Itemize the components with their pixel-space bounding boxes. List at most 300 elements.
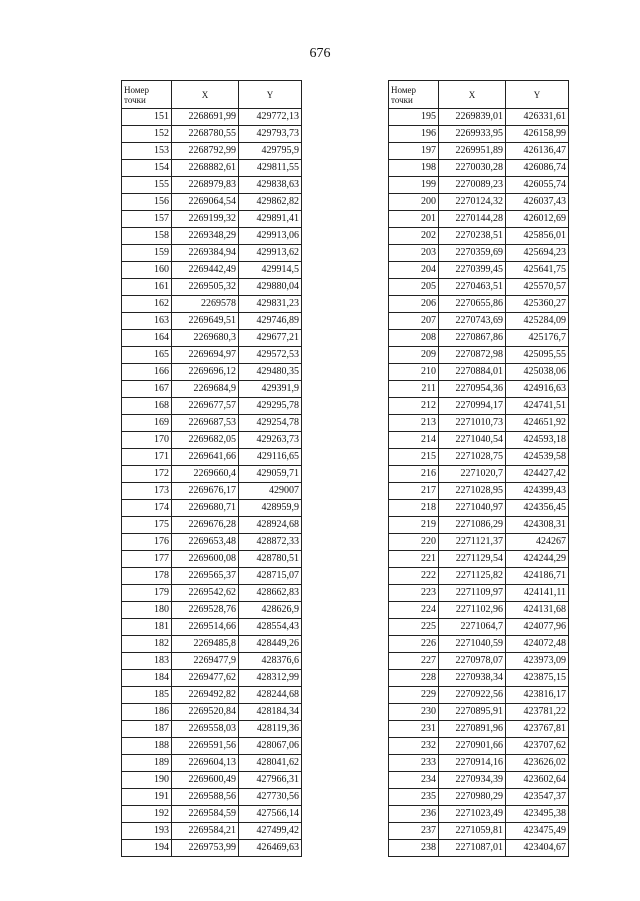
x-coordinate-cell: 2271059,81 [439, 823, 506, 840]
y-coordinate-cell: 429746,89 [239, 313, 302, 330]
x-coordinate-cell: 2269477,62 [172, 670, 239, 687]
point-number-cell: 171 [122, 449, 172, 466]
table-body-left [122, 109, 302, 857]
table-row [389, 381, 569, 398]
y-coordinate-cell: 425360,27 [506, 296, 569, 313]
table-row [122, 143, 302, 160]
y-coordinate-cell: 426136,47 [506, 143, 569, 160]
x-coordinate-cell: 2270872,98 [439, 347, 506, 364]
point-number-cell: 168 [122, 398, 172, 415]
y-coordinate-cell: 429891,41 [239, 211, 302, 228]
x-coordinate-cell: 2269653,48 [172, 534, 239, 551]
table-row [389, 347, 569, 364]
y-coordinate-cell: 429862,82 [239, 194, 302, 211]
point-number-cell: 174 [122, 500, 172, 517]
table-row [122, 653, 302, 670]
x-coordinate-cell: 2271040,97 [439, 500, 506, 517]
point-number-cell: 157 [122, 211, 172, 228]
y-coordinate-cell: 425856,01 [506, 228, 569, 245]
table-row [389, 364, 569, 381]
y-coordinate-cell: 429480,35 [239, 364, 302, 381]
y-coordinate-cell: 425641,75 [506, 262, 569, 279]
table-row [389, 687, 569, 704]
x-coordinate-cell: 2269753,99 [172, 840, 239, 857]
y-coordinate-cell: 425095,55 [506, 347, 569, 364]
point-number-cell: 216 [389, 466, 439, 483]
y-coordinate-cell: 423475,49 [506, 823, 569, 840]
x-coordinate-cell: 2270922,56 [439, 687, 506, 704]
point-number-cell: 219 [389, 517, 439, 534]
point-number-cell: 238 [389, 840, 439, 857]
y-coordinate-cell: 428067,06 [239, 738, 302, 755]
y-coordinate-cell: 429793,73 [239, 126, 302, 143]
table-row [389, 109, 569, 126]
point-number-cell: 182 [122, 636, 172, 653]
table-row [122, 415, 302, 432]
table-row [389, 160, 569, 177]
point-number-cell: 231 [389, 721, 439, 738]
point-number-cell: 224 [389, 602, 439, 619]
x-coordinate-cell: 2270914,16 [439, 755, 506, 772]
table-row [122, 517, 302, 534]
y-coordinate-cell: 424593,18 [506, 432, 569, 449]
table-row [122, 109, 302, 126]
point-number-cell: 209 [389, 347, 439, 364]
y-coordinate-cell: 428041,62 [239, 755, 302, 772]
y-coordinate-cell: 428554,43 [239, 619, 302, 636]
point-number-cell: 230 [389, 704, 439, 721]
x-coordinate-cell: 2271064,7 [439, 619, 506, 636]
point-number-cell: 180 [122, 602, 172, 619]
y-coordinate-cell: 424916,63 [506, 381, 569, 398]
table-row [389, 755, 569, 772]
x-coordinate-cell: 2270359,69 [439, 245, 506, 262]
table-row [389, 534, 569, 551]
point-number-cell: 217 [389, 483, 439, 500]
point-number-cell: 203 [389, 245, 439, 262]
y-coordinate-cell: 429838,63 [239, 177, 302, 194]
y-coordinate-cell: 425284,09 [506, 313, 569, 330]
y-coordinate-cell: 426158,99 [506, 126, 569, 143]
x-coordinate-cell: 2270743,69 [439, 313, 506, 330]
x-coordinate-cell: 2270954,36 [439, 381, 506, 398]
table-row [122, 585, 302, 602]
y-coordinate-cell: 423404,67 [506, 840, 569, 857]
y-coordinate-cell: 429116,65 [239, 449, 302, 466]
point-number-cell: 181 [122, 619, 172, 636]
point-number-cell: 173 [122, 483, 172, 500]
y-coordinate-cell: 428184,34 [239, 704, 302, 721]
table-row [389, 313, 569, 330]
y-coordinate-cell: 427566,14 [239, 806, 302, 823]
point-number-cell: 175 [122, 517, 172, 534]
y-coordinate-cell: 423602,64 [506, 772, 569, 789]
x-coordinate-cell: 2269604,13 [172, 755, 239, 772]
y-coordinate-cell: 423816,17 [506, 687, 569, 704]
y-coordinate-cell: 428780,51 [239, 551, 302, 568]
x-coordinate-cell: 2270238,51 [439, 228, 506, 245]
x-coordinate-cell: 2269528,76 [172, 602, 239, 619]
y-coordinate-cell: 427499,42 [239, 823, 302, 840]
x-coordinate-cell: 2270124,32 [439, 194, 506, 211]
y-coordinate-cell: 429295,78 [239, 398, 302, 415]
table-row [122, 772, 302, 789]
y-coordinate-cell: 424308,31 [506, 517, 569, 534]
page-number: 676 [309, 46, 331, 61]
point-number-cell: 196 [389, 126, 439, 143]
table-row [389, 228, 569, 245]
point-number-cell: 161 [122, 279, 172, 296]
point-number-cell: 169 [122, 415, 172, 432]
point-number-cell: 176 [122, 534, 172, 551]
table-row [122, 330, 302, 347]
table-row [122, 619, 302, 636]
x-coordinate-cell: 2271129,54 [439, 551, 506, 568]
y-coordinate-cell: 429007 [239, 483, 302, 500]
x-coordinate-cell: 2269677,57 [172, 398, 239, 415]
point-number-cell: 195 [389, 109, 439, 126]
point-number-cell: 234 [389, 772, 439, 789]
table-row [389, 449, 569, 466]
point-number-cell: 227 [389, 653, 439, 670]
point-number-cell: 179 [122, 585, 172, 602]
table-row [122, 551, 302, 568]
table-row [389, 670, 569, 687]
point-number-cell: 163 [122, 313, 172, 330]
table-row [389, 177, 569, 194]
table-row [122, 789, 302, 806]
y-coordinate-cell: 428376,6 [239, 653, 302, 670]
table-row [122, 483, 302, 500]
y-coordinate-cell: 425570,57 [506, 279, 569, 296]
table-row [389, 245, 569, 262]
y-coordinate-cell: 423547,37 [506, 789, 569, 806]
y-coordinate-cell: 428715,07 [239, 568, 302, 585]
x-coordinate-cell: 2269477,9 [172, 653, 239, 670]
x-coordinate-cell: 2270884,01 [439, 364, 506, 381]
x-coordinate-cell: 2269514,66 [172, 619, 239, 636]
y-coordinate-cell: 423767,81 [506, 721, 569, 738]
table-row [389, 398, 569, 415]
point-number-cell: 160 [122, 262, 172, 279]
x-coordinate-cell: 2271086,29 [439, 517, 506, 534]
y-coordinate-cell: 423973,09 [506, 653, 569, 670]
table-row [389, 211, 569, 228]
y-coordinate-cell: 424186,71 [506, 568, 569, 585]
table-row [389, 636, 569, 653]
x-coordinate-cell: 2269542,62 [172, 585, 239, 602]
x-coordinate-cell: 2271040,54 [439, 432, 506, 449]
table-row [122, 636, 302, 653]
point-number-cell: 214 [389, 432, 439, 449]
point-number-cell: 166 [122, 364, 172, 381]
table-row [389, 466, 569, 483]
point-number-cell: 208 [389, 330, 439, 347]
table-row [122, 347, 302, 364]
table-row [389, 840, 569, 857]
table-row [122, 211, 302, 228]
x-coordinate-cell: 2269933,95 [439, 126, 506, 143]
point-number-cell: 172 [122, 466, 172, 483]
x-coordinate-cell: 2270891,96 [439, 721, 506, 738]
y-coordinate-cell: 426012,69 [506, 211, 569, 228]
x-coordinate-cell: 2269584,21 [172, 823, 239, 840]
point-number-cell: 236 [389, 806, 439, 823]
x-coordinate-cell: 2269676,17 [172, 483, 239, 500]
x-coordinate-cell: 2269680,71 [172, 500, 239, 517]
x-coordinate-cell: 2269600,49 [172, 772, 239, 789]
y-coordinate-cell: 428449,26 [239, 636, 302, 653]
table-row [122, 245, 302, 262]
point-number-cell: 225 [389, 619, 439, 636]
x-coordinate-cell: 2271028,95 [439, 483, 506, 500]
y-coordinate-cell: 429795,9 [239, 143, 302, 160]
x-coordinate-cell: 2270938,34 [439, 670, 506, 687]
table-row [389, 602, 569, 619]
x-coordinate-cell: 2269064,54 [172, 194, 239, 211]
y-coordinate-cell: 429677,21 [239, 330, 302, 347]
point-number-cell: 237 [389, 823, 439, 840]
x-coordinate-cell: 2270980,29 [439, 789, 506, 806]
y-coordinate-cell: 424244,29 [506, 551, 569, 568]
x-coordinate-cell: 2271023,49 [439, 806, 506, 823]
point-number-cell: 204 [389, 262, 439, 279]
x-coordinate-cell: 2269520,84 [172, 704, 239, 721]
x-coordinate-cell: 2269565,37 [172, 568, 239, 585]
table-row [389, 143, 569, 160]
table-row [122, 313, 302, 330]
point-number-cell: 192 [122, 806, 172, 823]
table-row [389, 568, 569, 585]
table-row [122, 466, 302, 483]
x-coordinate-cell: 2269199,32 [172, 211, 239, 228]
x-coordinate-cell: 2271121,37 [439, 534, 506, 551]
table-row [389, 789, 569, 806]
point-number-cell: 235 [389, 789, 439, 806]
y-coordinate-cell: 425694,23 [506, 245, 569, 262]
table-row [122, 500, 302, 517]
y-coordinate-cell: 424651,92 [506, 415, 569, 432]
table-row [122, 823, 302, 840]
y-coordinate-cell: 424141,11 [506, 585, 569, 602]
x-coordinate-cell: 2271020,7 [439, 466, 506, 483]
y-coordinate-cell: 426469,63 [239, 840, 302, 857]
point-number-cell: 184 [122, 670, 172, 687]
table-row [122, 806, 302, 823]
point-number-cell: 229 [389, 687, 439, 704]
y-coordinate-cell: 429772,13 [239, 109, 302, 126]
y-coordinate-cell: 428626,9 [239, 602, 302, 619]
y-coordinate-cell: 424077,96 [506, 619, 569, 636]
point-number-cell: 189 [122, 755, 172, 772]
table-row [122, 721, 302, 738]
point-number-cell: 223 [389, 585, 439, 602]
y-coordinate-cell: 424539,58 [506, 449, 569, 466]
table-row [389, 806, 569, 823]
table-row [122, 755, 302, 772]
table-row [122, 279, 302, 296]
y-coordinate-cell: 429572,53 [239, 347, 302, 364]
x-coordinate-cell: 2271109,97 [439, 585, 506, 602]
point-number-cell: 162 [122, 296, 172, 313]
point-number-cell: 158 [122, 228, 172, 245]
table-row [122, 840, 302, 857]
table-row [389, 517, 569, 534]
x-coordinate-cell: 2269591,56 [172, 738, 239, 755]
x-coordinate-cell: 2269676,28 [172, 517, 239, 534]
point-number-cell: 206 [389, 296, 439, 313]
y-coordinate-cell: 428119,36 [239, 721, 302, 738]
x-coordinate-cell: 2271040,59 [439, 636, 506, 653]
x-coordinate-cell: 2269649,51 [172, 313, 239, 330]
point-number-cell: 197 [389, 143, 439, 160]
point-number-cell: 200 [389, 194, 439, 211]
table-row [389, 330, 569, 347]
table-body-right [389, 109, 569, 857]
y-coordinate-cell: 423626,02 [506, 755, 569, 772]
y-coordinate-cell: 428312,99 [239, 670, 302, 687]
header-y: Y [506, 81, 569, 109]
y-coordinate-cell: 424131,68 [506, 602, 569, 619]
y-coordinate-cell: 429880,04 [239, 279, 302, 296]
table-row [122, 568, 302, 585]
point-number-cell: 201 [389, 211, 439, 228]
point-number-cell: 221 [389, 551, 439, 568]
x-coordinate-cell: 2269600,08 [172, 551, 239, 568]
table-row [122, 194, 302, 211]
table-row [122, 704, 302, 721]
y-coordinate-cell: 424427,42 [506, 466, 569, 483]
x-coordinate-cell: 2269485,8 [172, 636, 239, 653]
header-point-number: Номер точки [389, 81, 439, 109]
table-header-row [122, 81, 302, 109]
x-coordinate-cell: 2269384,94 [172, 245, 239, 262]
table-header-row [389, 81, 569, 109]
point-number-cell: 228 [389, 670, 439, 687]
table-row [389, 704, 569, 721]
table-row [122, 738, 302, 755]
point-number-cell: 202 [389, 228, 439, 245]
y-coordinate-cell: 428662,83 [239, 585, 302, 602]
point-number-cell: 232 [389, 738, 439, 755]
x-coordinate-cell: 2269684,9 [172, 381, 239, 398]
y-coordinate-cell: 428244,68 [239, 687, 302, 704]
table-row [122, 670, 302, 687]
x-coordinate-cell: 2269660,4 [172, 466, 239, 483]
header-point-number: Номер точки [122, 81, 172, 109]
point-number-cell: 205 [389, 279, 439, 296]
x-coordinate-cell: 2270399,45 [439, 262, 506, 279]
point-number-cell: 207 [389, 313, 439, 330]
table-row [389, 500, 569, 517]
point-number-cell: 186 [122, 704, 172, 721]
x-coordinate-cell: 2270144,28 [439, 211, 506, 228]
y-coordinate-cell: 424399,43 [506, 483, 569, 500]
point-number-cell: 213 [389, 415, 439, 432]
table-row [122, 228, 302, 245]
y-coordinate-cell: 423495,38 [506, 806, 569, 823]
point-number-cell: 178 [122, 568, 172, 585]
point-number-cell: 199 [389, 177, 439, 194]
x-coordinate-cell: 2269584,59 [172, 806, 239, 823]
point-number-cell: 185 [122, 687, 172, 704]
y-coordinate-cell: 429811,55 [239, 160, 302, 177]
point-number-cell: 198 [389, 160, 439, 177]
table-row [122, 262, 302, 279]
y-coordinate-cell: 426037,43 [506, 194, 569, 211]
point-number-cell: 188 [122, 738, 172, 755]
y-coordinate-cell: 423781,22 [506, 704, 569, 721]
table-row [122, 364, 302, 381]
coordinates-table-left [121, 80, 302, 857]
table-row [122, 449, 302, 466]
table-row [122, 432, 302, 449]
x-coordinate-cell: 2270655,86 [439, 296, 506, 313]
point-number-cell: 154 [122, 160, 172, 177]
x-coordinate-cell: 2268780,55 [172, 126, 239, 143]
y-coordinate-cell: 429263,73 [239, 432, 302, 449]
y-coordinate-cell: 427966,31 [239, 772, 302, 789]
point-number-cell: 170 [122, 432, 172, 449]
table-row [389, 262, 569, 279]
table-row [122, 398, 302, 415]
table-row [389, 619, 569, 636]
point-number-cell: 156 [122, 194, 172, 211]
x-coordinate-cell: 2269558,03 [172, 721, 239, 738]
x-coordinate-cell: 2270978,07 [439, 653, 506, 670]
y-coordinate-cell: 429254,78 [239, 415, 302, 432]
point-number-cell: 211 [389, 381, 439, 398]
table-row [389, 653, 569, 670]
x-coordinate-cell: 2270895,91 [439, 704, 506, 721]
y-coordinate-cell: 429913,06 [239, 228, 302, 245]
x-coordinate-cell: 2271102,96 [439, 602, 506, 619]
table-row [122, 177, 302, 194]
x-coordinate-cell: 2269588,56 [172, 789, 239, 806]
x-coordinate-cell: 2271010,73 [439, 415, 506, 432]
header-x: X [439, 81, 506, 109]
x-coordinate-cell: 2270901,66 [439, 738, 506, 755]
table-row [389, 721, 569, 738]
table-row [389, 415, 569, 432]
point-number-cell: 167 [122, 381, 172, 398]
x-coordinate-cell: 2268691,99 [172, 109, 239, 126]
x-coordinate-cell: 2269505,32 [172, 279, 239, 296]
x-coordinate-cell: 2270030,28 [439, 160, 506, 177]
y-coordinate-cell: 423707,62 [506, 738, 569, 755]
x-coordinate-cell: 2269687,53 [172, 415, 239, 432]
y-coordinate-cell: 429913,62 [239, 245, 302, 262]
x-coordinate-cell: 2270089,23 [439, 177, 506, 194]
point-number-cell: 212 [389, 398, 439, 415]
table-row [389, 551, 569, 568]
x-coordinate-cell: 2269348,29 [172, 228, 239, 245]
point-number-cell: 215 [389, 449, 439, 466]
y-coordinate-cell: 428872,33 [239, 534, 302, 551]
x-coordinate-cell: 2268882,61 [172, 160, 239, 177]
point-number-cell: 153 [122, 143, 172, 160]
point-number-cell: 190 [122, 772, 172, 789]
point-number-cell: 183 [122, 653, 172, 670]
table-row [389, 432, 569, 449]
x-coordinate-cell: 2270934,39 [439, 772, 506, 789]
x-coordinate-cell: 2271028,75 [439, 449, 506, 466]
table-row [389, 585, 569, 602]
x-coordinate-cell: 2269578 [172, 296, 239, 313]
table-row [389, 483, 569, 500]
point-number-cell: 193 [122, 823, 172, 840]
point-number-cell: 226 [389, 636, 439, 653]
